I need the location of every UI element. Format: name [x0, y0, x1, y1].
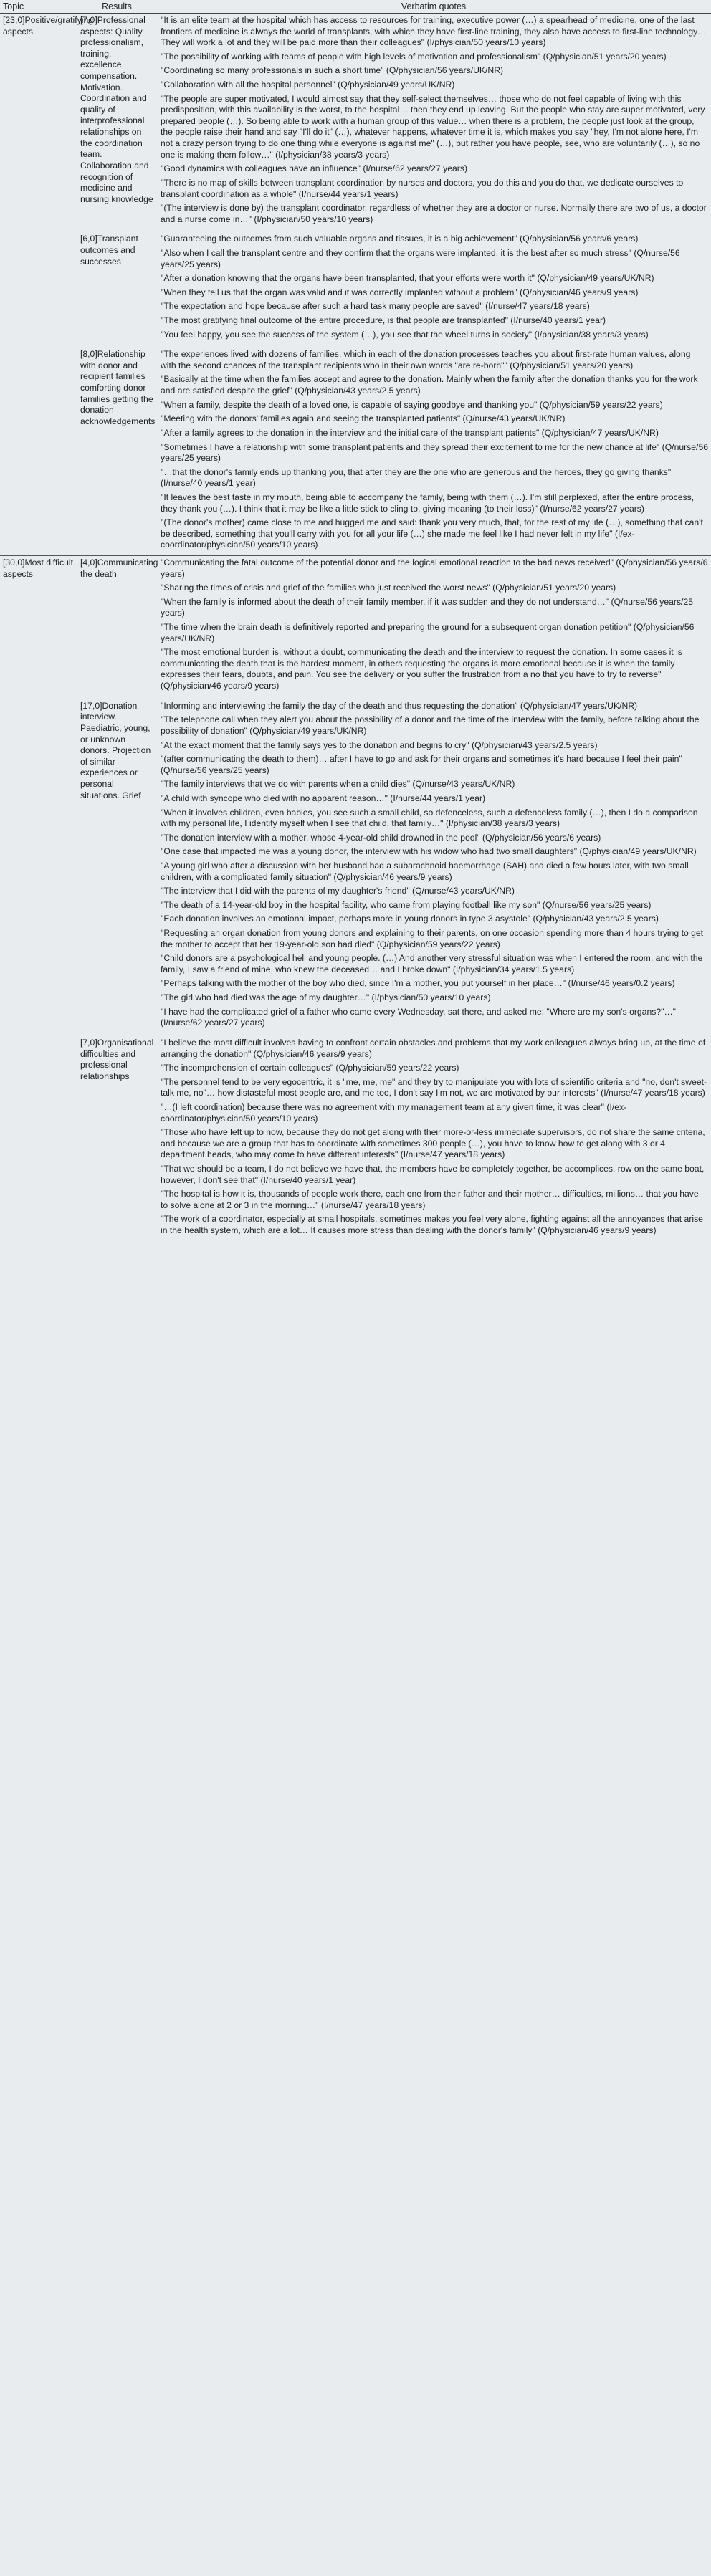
verbatim-quote: "Basically at the time when the families accept and agree to the donation. Mainly when the family after the donation thanks you for the work and are satisfied despite the grief" (Q/physician/43 years/2.5 years)	[161, 374, 698, 396]
verbatim-quote: "The interview that I did with the parents of my daughter's friend" (Q/nurse/43 years/UK/NR)	[161, 886, 515, 896]
verbatim-quote: "Child donors are a psychological hell and young people. (…) And another very stressful situation was when I entered the room, and with the family, I saw a friend of mine, who knew the deceased… and I broke down" (I/physician/34 years/1.5 years)	[161, 953, 703, 975]
verbatim-quote: "The hospital is how it is, thousands of people work there, each one from their father and their mother… difficulties, millions… that you have to solve alone at 2 or 3 in the morning…" (I/nurse/47 years/18 years)	[161, 1189, 699, 1210]
verbatim-quote: "At the exact moment that the family says yes to the donation and begins to cry" (Q/physician/43 years/2.5 years)	[161, 739, 598, 750]
verbatim-quote: "Those who have left up to now, because they do not get along with their more-or-less immediate supervisors, do not share the same criteria, and because we are a group that has to coordinate with sometimes 300 people (…), you have to know how to get along with 3 or 4 department heads, who may come to have different interests" (I/nurse/47 years/18 years)	[161, 1127, 705, 1160]
verbatim-quote: "When it involves children, even babies, you see such a small child, so defenceless, such a defenceless family (…), then I do a comparison with my personal life, I identify myself when I see that child, that family…" (I/physician/38 years/3 years)	[161, 807, 698, 829]
results-header: Results	[77, 0, 158, 14]
quotes-header: Verbatim quotes	[158, 0, 711, 14]
verbatim-quote: "The telephone call when they alert you about the possibility of a donor and the time of the interview with the family, before talking about the possibility of donation" (Q/physician/49 years/UK/NR)	[161, 714, 700, 736]
table-body	[0, 14, 711, 1241]
verbatim-quote: "When a family, despite the death of a loved one, is capable of saying goodbye and thanking you" (Q/physician/59 years/22 years)	[161, 399, 663, 410]
verbatim-quote: "Sharing the times of crisis and grief of the families who just received the worst news" (Q/physician/51 years/20 years)	[161, 583, 616, 593]
verbatim-quote: "(The interview is done by) the transplant coordinator, regardless of whether they are a doctor or nurse. Normally there are two of us, a doctor and a nurse come in…" (I/physician/50 years/10 years)	[161, 203, 707, 224]
verbatim-quote: "The time when the brain death is definitively reported and preparing the ground for a subsequent organ donation petition" (Q/physician/56 years/UK/NR)	[161, 622, 695, 643]
verbatim-quote: "The possibility of working with teams of people with high levels of motivation and professionalism" (Q/physician/51 years/20 years)	[161, 51, 667, 62]
verbatim-quote: "The donation interview with a mother, whose 4-year-old child drowned in the pool" (Q/physician/56 years/6 years)	[161, 832, 601, 843]
verbatim-quote: "The work of a coordinator, especially at small hospitals, sometimes makes you feel very alone, fighting against all the annoyances that arise in the health system, which are a lot… It causes more stress than dealing with the donor's family" (Q/physician/46 years/9 years)	[161, 1214, 703, 1236]
quotes-cell	[158, 14, 711, 230]
verbatim-quote: "I believe the most difficult involves having to confront certain obstacles and problems that my work colleagues always bring up, at the time of arranging the donation" (Q/physician/46 years/9 years)	[161, 1037, 706, 1059]
verbatim-quote: "The people are super motivated, I would almost say that they self-select themselves… those who do not feel capable of living with this predisposition, with this availability is the worst, to the hospital… then they end up leaving. But the people who stay are super motivated, very prepared people (…). So being able to work with a human group of this value… when there is a problem, the people just look at the group, the people raise their hand and say "I'll do it" (…), whatever happens, whatever time it is, which makes you say "hey, I'm not alone here, I'm not a crazy person trying to do one thing while everyone is against me" (…), but rather you have people, see, who are voluntarily (…), so no one is making them follow…" (I/physician/38 years/3 years)	[161, 93, 705, 160]
verbatim-quote: "(The donor's mother) came close to me and hugged me and said: thank you very much, that, for the rest of my life (…), something that can't be described, something that you'll carry with you for all your life (…) she made me feel like I had never felt in my life" (I/ex-coordinator/physician/50 years/10 years)	[161, 517, 703, 550]
result-cell: [6,0]Transplant outcomes and successes	[80, 234, 138, 267]
verbatim-quote: "The girl who had died was the age of my daughter…" (I/physician/50 years/10 years)	[161, 992, 491, 1003]
verbatim-quote: "Communicating the fatal outcome of the potential donor and the logical emotional reaction to the bad news received" (Q/physician/56 years/6 years)	[161, 557, 708, 579]
verbatim-quote: "The family interviews that we do with parents when a child dies" (Q/nurse/43 years/UK/NR)	[161, 779, 515, 790]
result-cell: [8,0]Relationship with donor and recipient families comforting donor families getting the donation acknowledgements	[80, 349, 156, 426]
verbatim-quote: "It is an elite team at the hospital which has access to resources for training, executive power (…) a spearhead of medicine, one of the last frontiers of medicine is always the world of transplants, with which they have first-line training, they also have access to first-line technology… They will work a lot and they will be paid more than their colleagues" (I/physician/50 years/10 years)	[161, 15, 707, 48]
verbatim-quote: "The experiences lived with dozens of families, which in each of the donation processes teaches you about first-rate human values, along with the second chances of the transplant recipients who in their own words "are re-born"" (Q/physician/51 years/20 years)	[161, 349, 691, 370]
table-row	[0, 1033, 711, 1241]
verbatim-quote: "There is no map of skills between transplant coordination by nurses and doctors, you do this and you do that, we dedicate ourselves to transplant coordination as a whole" (I/nurse/44 years/1 years)	[161, 177, 684, 199]
table-row	[0, 14, 711, 230]
quotes-cell	[158, 696, 711, 1033]
table-row	[0, 345, 711, 555]
verbatim-quote: "After a family agrees to the donation in the interview and the initial care of the transplant patients" (Q/physician/47 years/UK/NR)	[161, 427, 659, 438]
quotes-cell	[158, 1033, 711, 1241]
verbatim-quote: "…that the donor's family ends up thanking you, that after they are the one who are generous and the heroes, they go giving thanks" (I/nurse/40 years/1 year)	[161, 466, 672, 489]
result-cell: [7,0]Professional aspects: Quality, professionalism, training, excellence, compensation. Motivation. Coordination and quality of interprofessional relationships on the coordination team. Collaboration and recognition of medicine and nursing knowledge	[77, 14, 158, 230]
verbatim-quote: "The death of a 14-year-old boy in the hospital facility, who came from playing football like my son" (Q/nurse/56 years/25 years)	[161, 899, 652, 910]
verbatim-quote: "A young girl who after a discussion with her husband had a subarachnoid haemorrhage (SAH) and died a few hours later, with two small children, with a complicated family situation" (Q/physician/46 years/9 years)	[161, 861, 689, 882]
results-table	[0, 0, 711, 1241]
verbatim-quote: "It leaves the best taste in my mouth, being able to accompany the family, being with them (…). I'm still perplexed, after the entire process, they thank you (…). I think that it may be like a little stick to cling to, giving meaning (to their loss)" (I/nurse/62 years/27 years)	[161, 492, 695, 514]
verbatim-quote: "Informing and interviewing the family the day of the death and thus requesting the donation" (Q/physician/47 years/UK/NR)	[161, 700, 638, 711]
table-row	[0, 696, 711, 1033]
result-cell: [4,0]Communicating the death	[77, 555, 158, 696]
topic-cell: [30,0]Most difficult aspects	[0, 555, 77, 1240]
verbatim-quote: "When they tell us that the organ was valid and it was correctly implanted without a problem" (Q/physician/46 years/9 years)	[161, 287, 639, 297]
verbatim-quote: "Requesting an organ donation from young donors and explaining to their parents, on one occasion spending more than 4 hours trying to get the mother to accept that her 19-year-old son had died" (Q/physician/59 years/22 years)	[161, 928, 704, 949]
verbatim-quote: "Each donation involves an emotional impact, perhaps more in young donors in type 3 asystole" (Q/physician/43 years/2.5 years)	[161, 914, 659, 924]
verbatim-quote: "When the family is informed about the death of their family member, if it was sudden and they do not understand…" (Q/nurse/56 years/25 years)	[161, 596, 694, 618]
result-cell: [7,0]Organisational difficulties and professional relationships	[80, 1037, 154, 1081]
table-row	[0, 229, 711, 345]
quotes-cell	[158, 345, 711, 555]
header-row	[0, 0, 711, 14]
verbatim-quote: "The most emotional burden is, without a doubt, communicating the death and the interview to request the donation. In some cases it is communicating the death that is the hardest moment, in others requesting the organs is more emotional because it is when the family expresses their fears, doubts, and pain. You see the delivery or you suffer the frustration from a no that you have to try to reverse" (Q/physician/46 years/9 years)	[161, 647, 682, 691]
verbatim-quote: "The expectation and hope because after such a hard task many people are saved" (I/nurse/47 years/18 years)	[161, 301, 590, 312]
verbatim-quote: "Guaranteeing the outcomes from such valuable organs and tissues, it is a big achievement" (Q/physician/56 years/6 years)	[161, 234, 639, 244]
verbatim-quote: "You feel happy, you see the success of the system (…), you see that the wheel turns in society" (I/physician/38 years/3 years)	[161, 329, 649, 340]
verbatim-quote: "(after communicating the death to them)… after I have to go and ask for their organs and sometimes it's hard because I feel their pain" (Q/nurse/56 years/25 years)	[161, 754, 682, 775]
verbatim-quote: "Coordinating so many professionals in such a short time" (Q/physician/56 years/UK/NR)	[161, 65, 504, 76]
verbatim-quote: "Sometimes I have a relationship with some transplant patients and they spread their excitement to me for the new chance at life" (Q/nurse/56 years/25 years)	[161, 441, 708, 464]
verbatim-quote: "The incomprehension of certain colleagues" (Q/physician/59 years/22 years)	[161, 1063, 459, 1073]
quotes-cell	[158, 555, 711, 696]
topic-header: Topic	[0, 0, 77, 14]
verbatim-quote: "Collaboration with all the hospital personnel" (Q/physician/49 years/UK/NR)	[161, 80, 455, 90]
verbatim-quote: "That we should be a team, I do not believe we have that, the members have be completely together, be accomplices, row on the same boat, however, I don't see that" (I/nurse/40 years/1 year)	[161, 1164, 705, 1185]
verbatim-quote: "…(I left coordination) because there was no agreement with my management team at any given time, it was clear" (I/ex-coordinator/physician/50 years/10 years)	[161, 1101, 627, 1124]
verbatim-quote: "One case that impacted me was a young donor, the interview with his widow who had two small daughters" (Q/physician/49 years/UK/NR)	[161, 846, 697, 857]
verbatim-quote: "Good dynamics with colleagues have an influence" (I/nurse/62 years/27 years)	[161, 163, 467, 174]
table-row	[0, 555, 711, 696]
verbatim-quote: "Perhaps talking with the mother of the boy who died, since I'm a mother, you put yourself in her place…" (I/nurse/46 years/0.2 years)	[161, 978, 675, 989]
result-cell: [17,0]Donation interview. Paediatric, young, or unknown donors. Projection of similar experiences or personal situations. Grief	[80, 700, 151, 800]
verbatim-quote: "Also when I call the transplant centre and they confirm that the organs were implanted, it is the best after so much stress" (Q/nurse/56 years/25 years)	[161, 247, 680, 269]
verbatim-quote: "After a donation knowing that the organs have been transplanted, that your efforts were worth it" (Q/physician/49 years/UK/NR)	[161, 273, 654, 284]
verbatim-quote: "I have had the complicated grief of a father who came every Wednesday, sat there, and asked me: "Where are my son's organs?"…" (I/nurse/62 years/27 years)	[161, 1006, 676, 1028]
quotes-cell	[158, 229, 711, 345]
topic-cell: [23,0]Positive/gratifying aspects	[0, 14, 77, 556]
verbatim-quote: "Meeting with the donors' families again and seeing the transplanted patients" (Q/nurse/43 years/UK/NR)	[161, 413, 566, 424]
verbatim-quote: "The most gratifying final outcome of the entire procedure, is that people are transplanted" (I/nurse/40 years/1 year)	[161, 315, 606, 326]
verbatim-quote: "The personnel tend to be very egocentric, it is "me, me, me" and they try to manipulate you with lots of scientific criteria and "no, don't sweet-talk me, no"… how distasteful most people are, and me too, I don't say I'm not, we are motivated by our interests" (I/nurse/47 years/18 years)	[161, 1076, 707, 1098]
verbatim-quote: "A child with syncope who died with no apparent reason…" (I/nurse/44 years/1 year)	[161, 793, 486, 803]
